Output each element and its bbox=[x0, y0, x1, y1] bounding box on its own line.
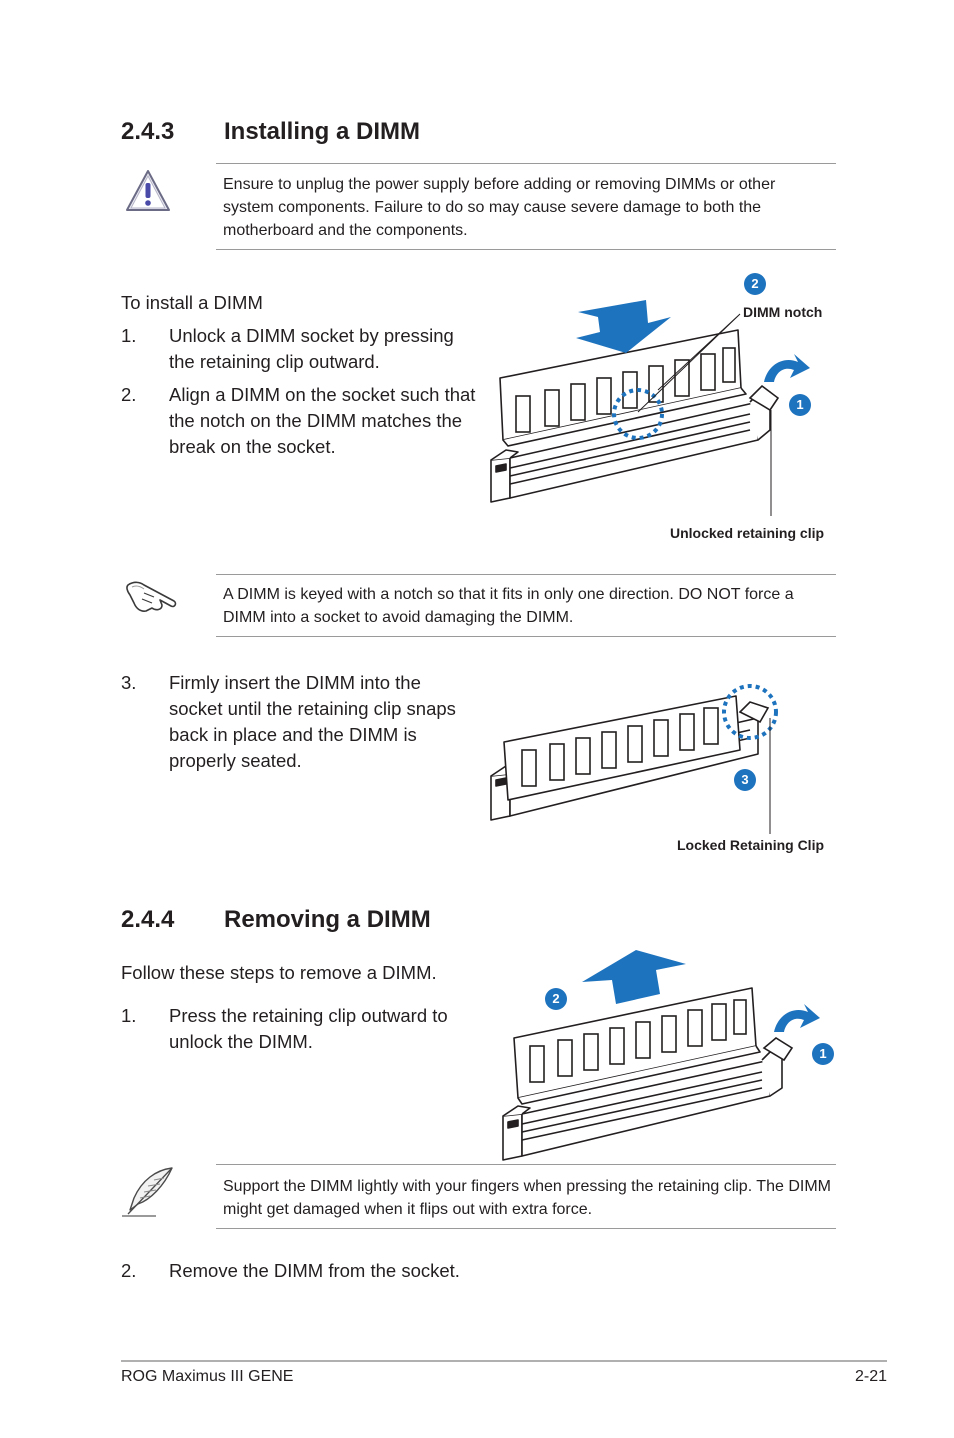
section-title: Installing a DIMM bbox=[224, 118, 421, 145]
caution-text: Ensure to unplug the power supply before adding or removing DIMMs or other system components. Failure to do so may cause severe damage to both the motherboard and the components. bbox=[223, 176, 776, 239]
dimm-install-diagram bbox=[488, 290, 838, 520]
remove-step-2 bbox=[121, 1258, 621, 1286]
step-text: Unlock a DIMM socket by pressing the retaining clip outward. bbox=[169, 325, 454, 372]
arrow-up-icon bbox=[582, 950, 686, 1004]
locked-clip-label: Locked Retaining Clip bbox=[677, 837, 825, 853]
divider bbox=[216, 636, 836, 637]
divider bbox=[216, 163, 836, 164]
step-number: 2. bbox=[121, 1260, 137, 1281]
step-text: Remove the DIMM from the socket. bbox=[169, 1260, 460, 1281]
step-number: 1. bbox=[121, 1005, 137, 1026]
pointing-hand-icon bbox=[124, 575, 178, 613]
dimm-remove-diagram bbox=[500, 948, 840, 1162]
unlocked-clip-label: Unlocked retaining clip bbox=[670, 525, 825, 541]
remove-intro: Follow these steps to remove a DIMM. bbox=[121, 962, 437, 983]
section-number: 2.4.3 bbox=[121, 118, 175, 145]
step-number: 2. bbox=[121, 384, 137, 405]
callout-badge-2: 2 bbox=[545, 988, 567, 1010]
feather-quill-icon bbox=[120, 1164, 176, 1220]
footer-divider bbox=[121, 1360, 887, 1362]
divider bbox=[216, 1164, 836, 1165]
section-title: Removing a DIMM bbox=[224, 906, 431, 933]
dimm-locked-diagram bbox=[488, 678, 838, 838]
step-text: Firmly insert the DIMM into the socket until the retaining clip snaps back in place and the DIMM is properly seated. bbox=[169, 672, 456, 771]
section-number: 2.4.4 bbox=[121, 906, 175, 933]
remove-step-1 bbox=[121, 1003, 481, 1055]
curved-arrow-icon bbox=[774, 1004, 820, 1032]
install-step-3 bbox=[121, 670, 481, 776]
callout-badge-1: 1 bbox=[812, 1043, 834, 1065]
curved-arrow-icon bbox=[764, 354, 810, 382]
step-text: Align a DIMM on the socket such that the notch on the DIMM matches the break on the socket. bbox=[169, 384, 476, 457]
divider bbox=[216, 1228, 836, 1229]
section-heading-2-4-3 bbox=[121, 118, 721, 150]
section-heading-2-4-4 bbox=[121, 906, 721, 938]
install-step-2 bbox=[121, 382, 491, 462]
install-step-1 bbox=[121, 323, 481, 375]
tip-text: Support the DIMM lightly with your fingers when pressing the retaining clip. The DIMM might get damaged when it flips out with extra force. bbox=[223, 1178, 831, 1218]
note-text: A DIMM is keyed with a notch so that it fits in only one direction. DO NOT force a DIMM into a socket to avoid damaging the DIMM. bbox=[223, 586, 794, 626]
warning-triangle-icon bbox=[124, 168, 172, 214]
callout-badge-3: 3 bbox=[734, 769, 756, 791]
install-intro: To install a DIMM bbox=[121, 292, 263, 313]
divider bbox=[216, 249, 836, 250]
callout-badge-2: 2 bbox=[744, 273, 766, 295]
dimm-notch-label: DIMM notch bbox=[743, 304, 823, 320]
step-text: Press the retaining clip outward to unlock the DIMM. bbox=[169, 1005, 448, 1052]
divider bbox=[216, 574, 836, 575]
callout-badge-1: 1 bbox=[789, 394, 811, 416]
footer-page-number: 2-21 bbox=[854, 1368, 887, 1385]
footer-product-name: ROG Maximus III GENE bbox=[121, 1368, 294, 1385]
step-number: 3. bbox=[121, 672, 137, 693]
arrow-down-icon bbox=[576, 300, 671, 353]
retaining-clip bbox=[740, 702, 768, 722]
step-number: 1. bbox=[121, 325, 137, 346]
